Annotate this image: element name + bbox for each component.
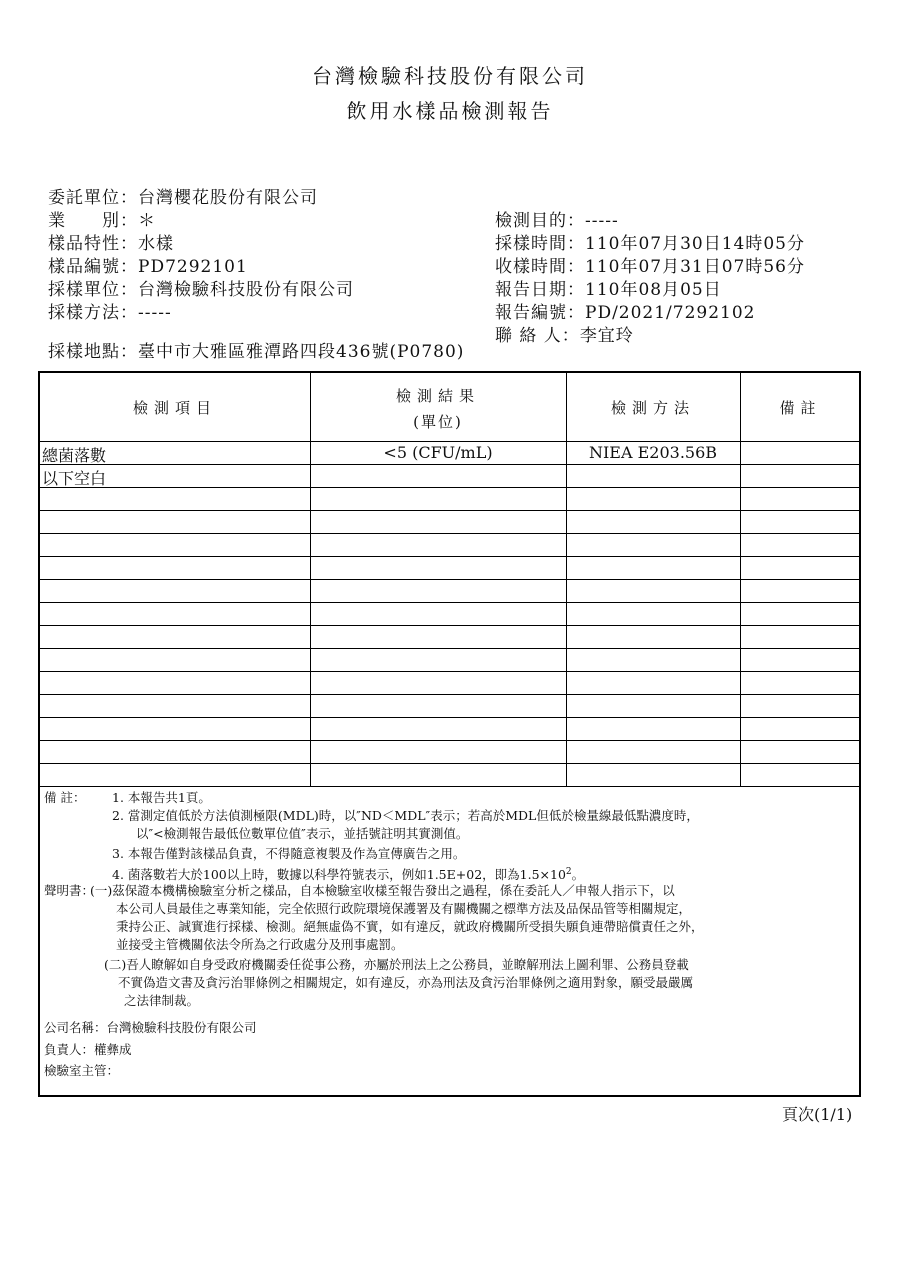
declaration-p1-line2: 本公司人員最佳之專業知能，完全依照行政院環境保護署及有關機關之標準方法及品保品管等相關規定，: [116, 901, 692, 916]
info-sampling-method: [48, 298, 172, 323]
row-divider: [40, 441, 861, 442]
header-item: 檢測項目: [132, 399, 217, 417]
info-label: 檢測目的：: [495, 211, 585, 231]
row-divider: [40, 763, 861, 764]
declaration-p1-line1: (一)茲保證本機構檢驗室分析之樣品，自本檢驗室收樣至報告發出之過程，係在委託人／申報人指示下，以: [90, 883, 675, 898]
info-label: 委託單位：: [48, 188, 138, 208]
info-label: 報告日期：: [495, 280, 585, 300]
header-unit: (單位): [413, 413, 463, 431]
signature-company: 公司名稱：台灣檢驗科技股份有限公司: [44, 1020, 257, 1035]
report-title: 飲用水樣品檢測報告: [346, 99, 554, 123]
header-remark: 備註: [779, 399, 822, 417]
info-label: 採樣時間：: [495, 234, 585, 254]
info-label: 報告編號：: [495, 303, 585, 323]
info-client: [48, 183, 318, 208]
table-row-result: <5 (CFU/mL): [383, 443, 493, 462]
info-label: 採樣方法：: [48, 303, 138, 323]
info-value: PD7292101: [138, 257, 248, 277]
info-value: -----: [585, 211, 619, 231]
row-divider: [40, 717, 861, 718]
note-4-exponent: 2: [565, 867, 572, 877]
signature-responsible: 負責人：權彝成: [44, 1042, 132, 1057]
row-divider: [40, 694, 861, 695]
info-label: 採樣地點：: [48, 342, 138, 362]
row-divider: [40, 579, 861, 580]
info-value: 台灣櫻花股份有限公司: [138, 188, 318, 208]
info-sampling-site: [48, 337, 464, 362]
declaration-p2-line2: 不實偽造文書及貪污治罪條例之相關規定，如有違反，亦為刑法及貪污治罪條例之適用對象，願受最嚴厲: [118, 975, 694, 990]
company-title: 台灣檢驗科技股份有限公司: [312, 64, 588, 88]
info-label: 聯 絡 人：: [495, 326, 580, 346]
note-2-cont: 以″<檢測報告最低位數單位值″表示，並括號註明其實測值。: [136, 826, 469, 841]
row-divider: [40, 533, 861, 534]
header-result: 檢測結果: [395, 387, 480, 405]
note-3: 3. 本報告僅對該樣品負責，不得隨意複製及作為宣傳廣告之用。: [112, 846, 466, 861]
info-contact: [495, 321, 634, 346]
row-divider: [40, 510, 861, 511]
row-divider: [40, 740, 861, 741]
header-method: 檢測方法: [610, 399, 695, 417]
info-report-date: [495, 275, 722, 300]
row-divider: [40, 648, 861, 649]
info-value: -----: [138, 303, 172, 323]
page-number: 頁次(1/1): [782, 1105, 853, 1124]
note-4: [112, 864, 584, 884]
declaration-p2-line1: (二)吾人瞭解如自身受政府機關委任從事公務，亦屬於刑法上之公務員，並瞭解刑法上圖利罪、公務員登載: [104, 957, 689, 972]
info-industry: [48, 206, 156, 231]
info-label: 採樣單位：: [48, 280, 138, 300]
row-divider: [40, 487, 861, 488]
info-label: 收樣時間：: [495, 257, 585, 277]
info-value: 110年07月30日14時05分: [585, 234, 805, 254]
info-receive-time: [495, 252, 805, 277]
info-value: 台灣檢驗科技股份有限公司: [138, 280, 354, 300]
row-divider: [40, 556, 861, 557]
results-table: [38, 371, 861, 1097]
info-report-number: [495, 298, 756, 323]
info-label: 樣品編號：: [48, 257, 138, 277]
note-1: 1. 本報告共1頁。: [112, 790, 211, 805]
table-row-item: 以下空白: [42, 469, 107, 488]
row-divider: [40, 786, 861, 787]
declaration-p2-line3: 之法律制裁。: [124, 993, 200, 1008]
info-label: 樣品特性：: [48, 234, 138, 254]
info-sampling-unit: [48, 275, 354, 300]
notes-label: 備 註：: [44, 790, 86, 805]
declaration-label: 聲明書：: [44, 883, 95, 898]
note-4-end: 。: [571, 867, 585, 883]
row-divider: [40, 602, 861, 603]
info-value: PD/2021/7292102: [585, 303, 756, 323]
row-divider: [40, 671, 861, 672]
declaration-p1-line3: 秉持公正、誠實進行採樣、檢測。絕無虛偽不實，如有違反，就政府機關所受損失願負連帶賠償責任之外，: [116, 919, 704, 934]
info-purpose: [495, 206, 619, 231]
info-value: 110年07月31日07時56分: [585, 257, 805, 277]
info-value: 110年08月05日: [585, 280, 722, 300]
info-value: 李宜玲: [579, 326, 634, 346]
row-divider: [40, 625, 861, 626]
signature-lab-supervisor: 檢驗室主管：: [44, 1063, 120, 1078]
info-value: 臺中市大雅區雅潭路四段436號(P0780): [138, 342, 465, 362]
note-4-text: 4. 菌落數若大於100以上時，數據以科學符號表示，例如1.5E+02，即為1.5×10: [112, 867, 566, 883]
table-row-item: 總菌落數: [42, 446, 107, 465]
info-sample-id: [48, 252, 248, 277]
declaration-p1-line4: 並接受主管機關依法令所為之行政處分及刑事處罰。: [116, 937, 404, 952]
info-label: 業 別：: [48, 211, 138, 231]
row-divider: [40, 464, 861, 465]
table-row-method: NIEA E203.56B: [588, 443, 718, 462]
info-value: ＊: [138, 211, 156, 231]
note-2: 2. 當測定值低於方法偵測極限(MDL)時，以″ND＜MDL″表示；若高於MDL但低於檢量線最低點濃度時，: [112, 808, 699, 823]
info-sample-type: [48, 229, 174, 254]
info-sampling-time: [495, 229, 805, 254]
info-value: 水樣: [138, 234, 174, 254]
